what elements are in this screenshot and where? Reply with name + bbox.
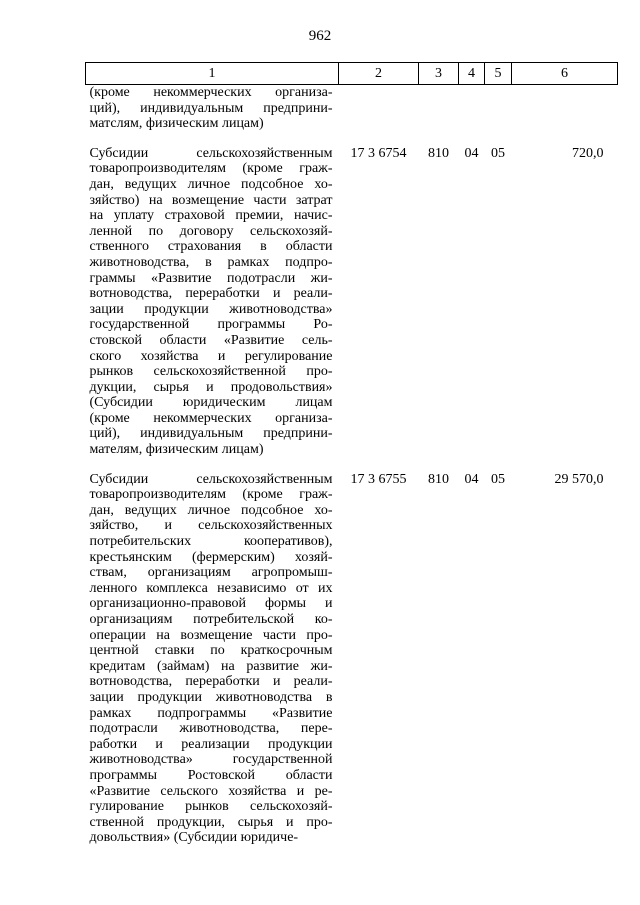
table-row	[86, 146, 618, 458]
description-line: матслям, физическим лицам)	[89, 116, 264, 132]
row-vr: 810	[428, 145, 449, 161]
description-line: товаропроизводителям (кроме граж-	[89, 161, 333, 177]
row-spacer-cell	[86, 132, 618, 146]
description-line: животноводства, в рамках подпро-	[89, 254, 333, 270]
row-rz: 04	[464, 471, 479, 487]
row-code: 17 3 6754	[350, 145, 407, 161]
description-line: животноводства» государственной	[89, 752, 333, 768]
description-line: Субсидии сельскохозяйственным	[89, 471, 333, 487]
row-amount	[512, 85, 618, 132]
description-line: подотрасли животноводства, пере-	[89, 721, 333, 737]
description-line: ского хозяйства и регулирование	[89, 348, 333, 364]
description-line: на уплату страховой премии, начис-	[89, 208, 333, 224]
description-line: товаропроизводителям (кроме граж-	[89, 487, 333, 503]
description-line: вотноводства, переработки и реали-	[89, 674, 333, 690]
description-line: гулирование рынков сельскохозяй-	[89, 799, 333, 815]
description-line: «Развитие сельского хозяйства и ре-	[89, 783, 333, 799]
header-col-3: 3	[419, 63, 459, 85]
table-body	[86, 85, 618, 846]
header-col-6: 6	[512, 63, 618, 85]
row-description	[86, 146, 339, 458]
header-col-5: 5	[485, 63, 512, 85]
header-col-2: 2	[339, 63, 419, 85]
row-pr	[485, 85, 512, 132]
row-spacer-cell	[86, 458, 618, 472]
description-line: рынков сельскохозяйственной про-	[89, 364, 333, 380]
description-line: работки и реализации продукции	[89, 736, 333, 752]
description-line: Субсидии сельскохозяйственным	[89, 145, 333, 161]
description-line: ственной продукции, сырья и про-	[89, 814, 333, 830]
description-line: организациям потребительской ко-	[89, 612, 333, 627]
description-line: центной ставки по краткосрочным	[89, 643, 333, 659]
description-line: ленной по договору сельскохозяй-	[89, 223, 333, 239]
row-rz	[459, 85, 485, 132]
description-line: потребительских кооперативов),	[89, 534, 333, 550]
row-vr	[419, 85, 459, 132]
description-line: дан, ведущих личное подсобное хо-	[89, 502, 333, 518]
description-line: вотноводства, переработки и реали-	[89, 286, 333, 302]
description-line: ций), индивидуальным предприни-	[89, 426, 333, 442]
description-line: (кроме некоммерческих организа-	[89, 410, 333, 426]
description-line: операции на возмещение части про-	[89, 627, 333, 643]
header-row	[86, 63, 618, 85]
row-rz: 04	[464, 145, 479, 161]
table-row	[86, 85, 618, 132]
description-line: мателям, физическим лицам)	[89, 442, 264, 458]
description-line: стовской области «Развитие сель-	[89, 332, 333, 348]
row-amount: 720,0	[572, 145, 604, 161]
row-pr: 05	[491, 145, 505, 161]
description-line: зации продукции животноводства»	[89, 301, 333, 317]
row-code: 17 3 6755	[350, 471, 407, 487]
budget-table	[85, 62, 618, 846]
table-header	[86, 63, 618, 85]
description-line: ций), индивидуальным предприни-	[89, 100, 333, 116]
table-row	[86, 472, 618, 846]
row-code	[339, 85, 419, 132]
description-line: дан, ведущих личное подсобное хо-	[89, 176, 333, 192]
description-line: кредитам (займам) на развитие жи-	[89, 658, 333, 674]
row-description	[86, 472, 339, 846]
description-line: (Субсидии юридическим лицам	[89, 395, 333, 411]
description-line: дукции, сырья и продовольствия»	[89, 379, 333, 395]
description-line: программы Ростовской области	[89, 767, 333, 783]
header-col-1: 1	[86, 63, 339, 85]
description-line: граммы «Развитие подотрасли жи-	[89, 270, 333, 286]
description-line: организационно-правовой формы и	[89, 596, 333, 612]
row-pr: 05	[491, 471, 505, 487]
description-line: ствам, организациям агропромыш-	[89, 565, 333, 581]
row-spacer	[86, 132, 618, 146]
header-col-4: 4	[459, 63, 485, 85]
description-line: (кроме некоммерческих организа-	[89, 85, 333, 100]
row-vr: 810	[428, 471, 449, 487]
description-line: ленного комплекса независимо от их	[89, 580, 333, 596]
description-line: зации продукции животноводства в	[89, 689, 333, 705]
row-spacer	[86, 458, 618, 472]
description-line: довольствия» (Субсидии юридиче-	[89, 830, 299, 846]
description-line: зяйство) на возмещение части затрат	[89, 192, 333, 208]
description-line: ственного страхования в области	[89, 239, 333, 255]
description-line: государственной программы Ро-	[89, 317, 333, 333]
row-description	[86, 85, 339, 132]
row-amount: 29 570,0	[554, 471, 604, 487]
page-number: 962	[308, 28, 332, 44]
description-line: зяйство, и сельскохозяйственных	[89, 518, 333, 534]
description-line: рамках подпрограммы «Развитие	[89, 705, 333, 721]
description-line: крестьянским (фермерским) хозяй-	[89, 549, 333, 565]
